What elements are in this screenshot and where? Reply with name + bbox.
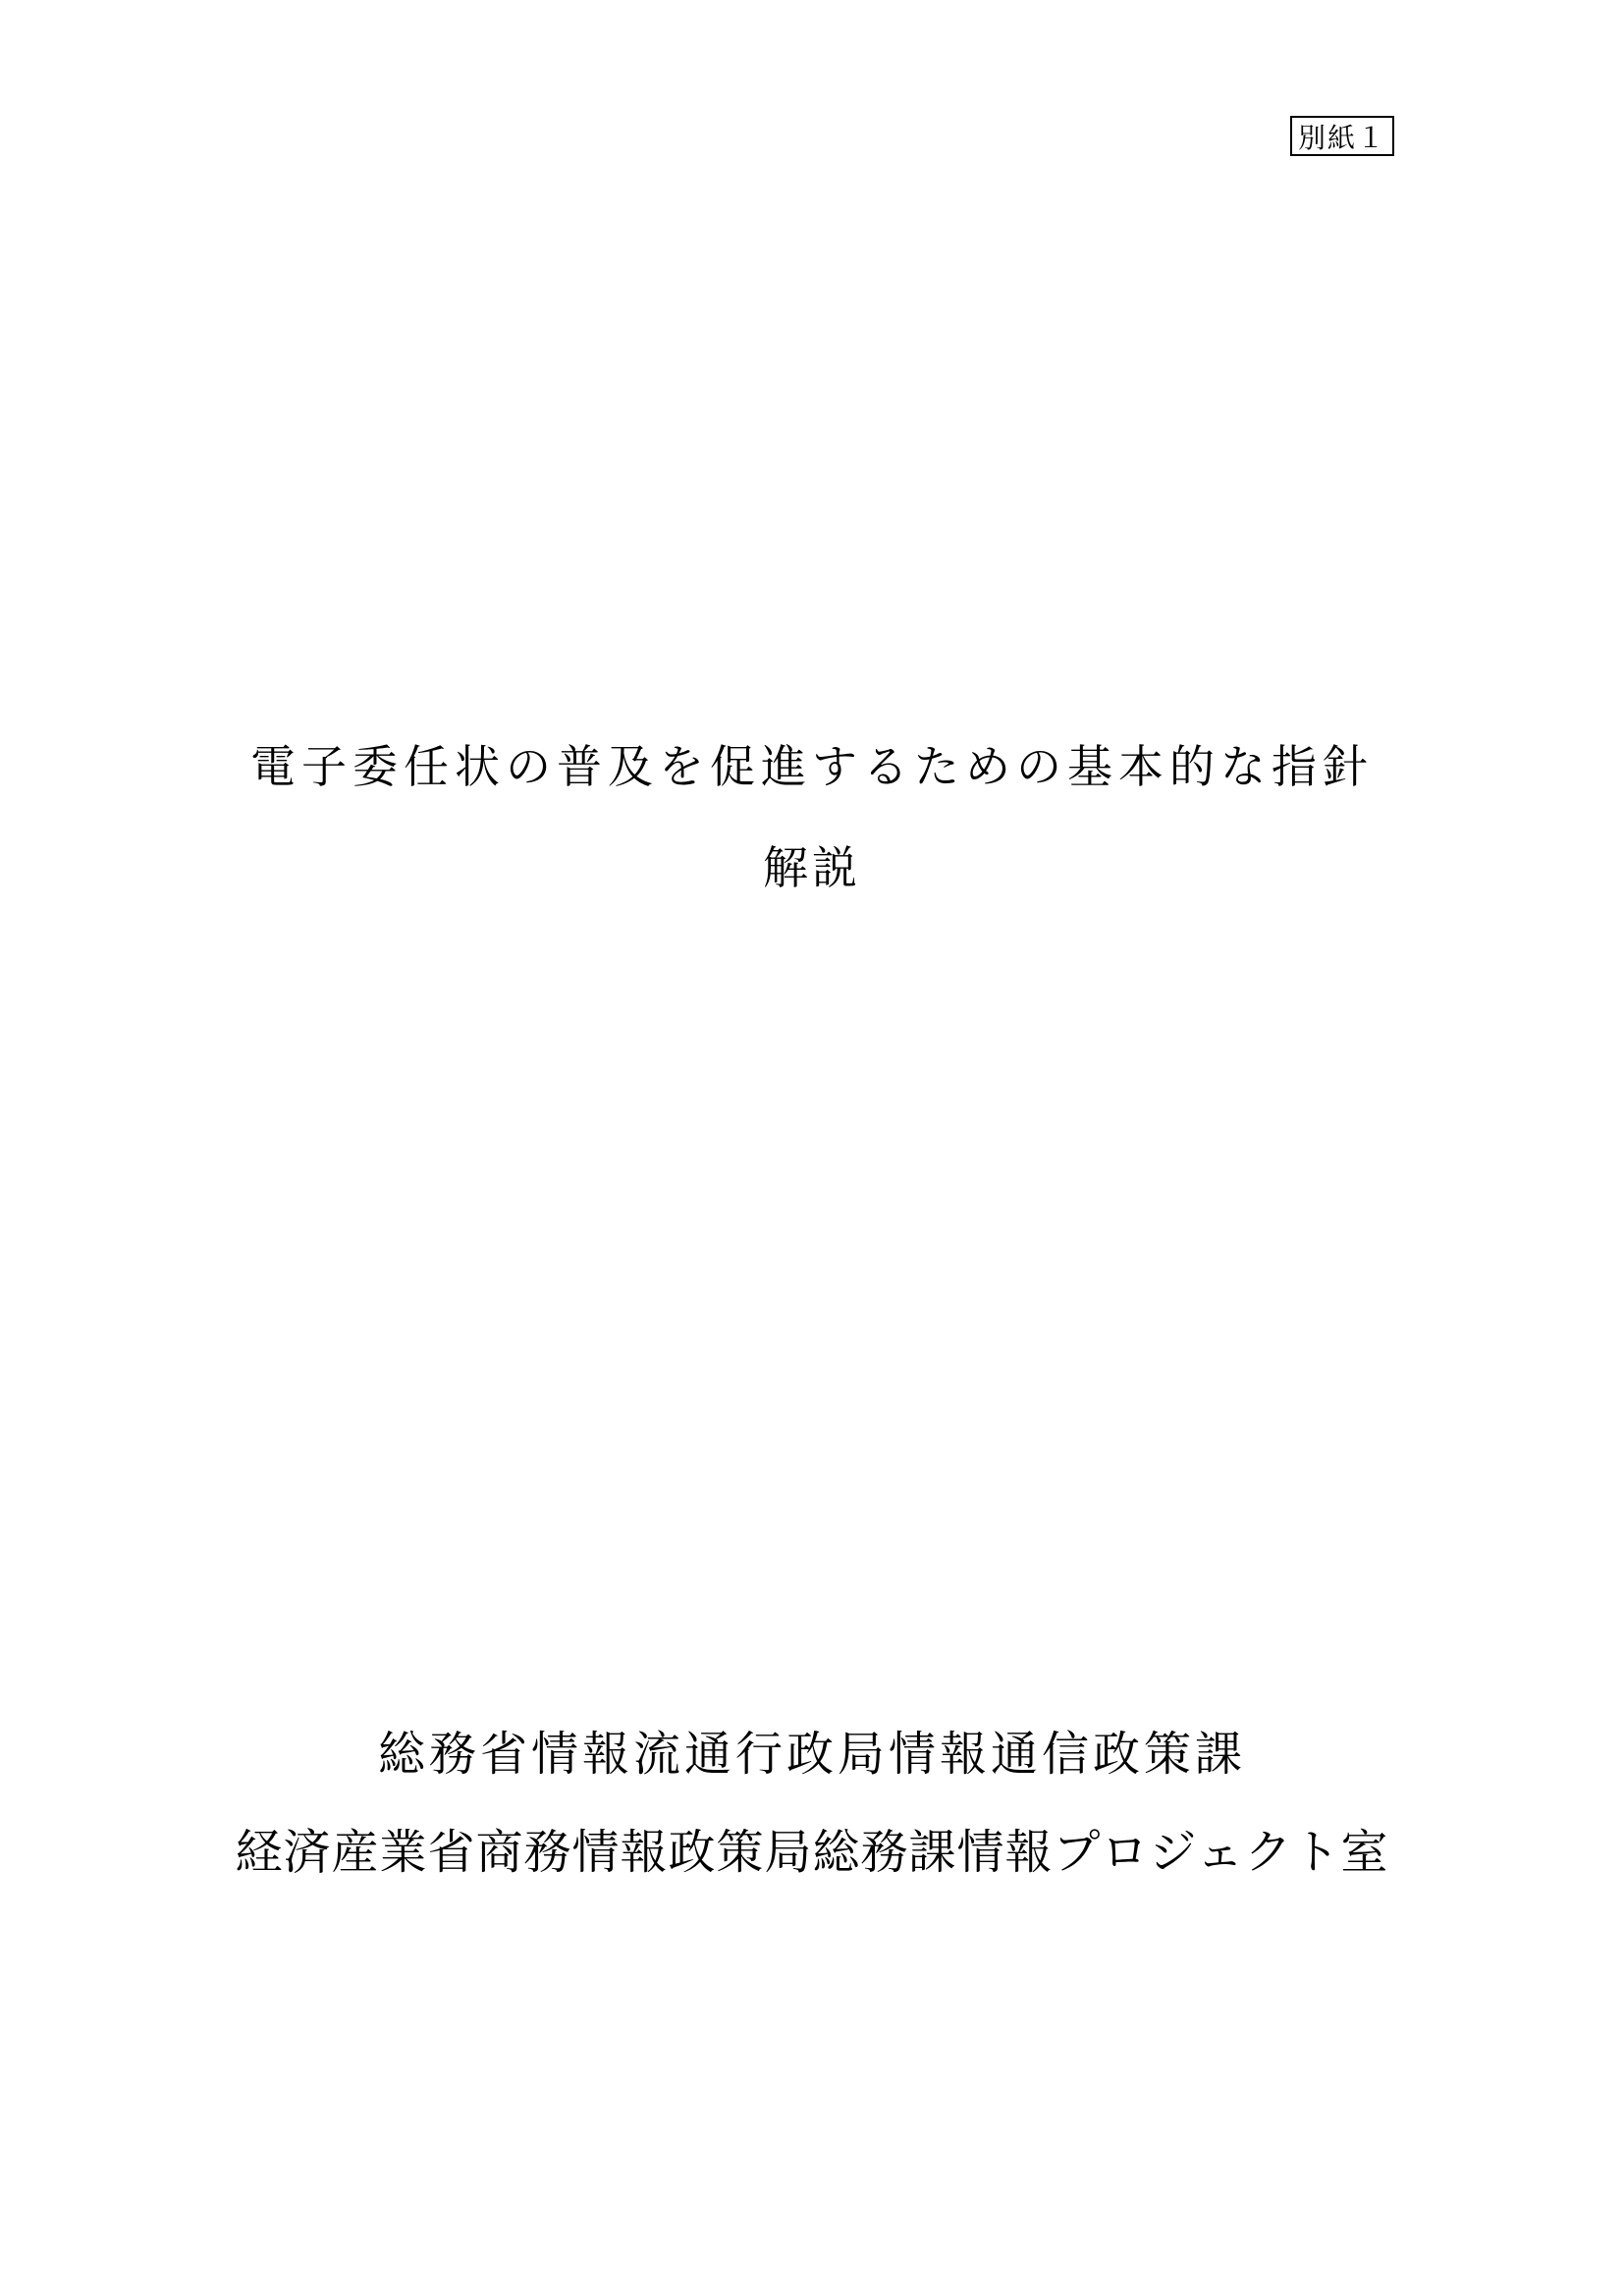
attachment-label-box	[1290, 116, 1394, 156]
document-title: 電子委任状の普及を促進するための基本的な指針	[250, 742, 1374, 792]
document-subtitle: 解説	[763, 843, 861, 893]
author-org-line-2: 経済産業省商務情報政策局総務課情報プロジェクト室	[235, 1827, 1389, 1879]
author-org-line-1: 総務省情報流通行政局情報通信政策課	[377, 1729, 1246, 1781]
attachment-label: 別紙１	[1298, 122, 1387, 153]
